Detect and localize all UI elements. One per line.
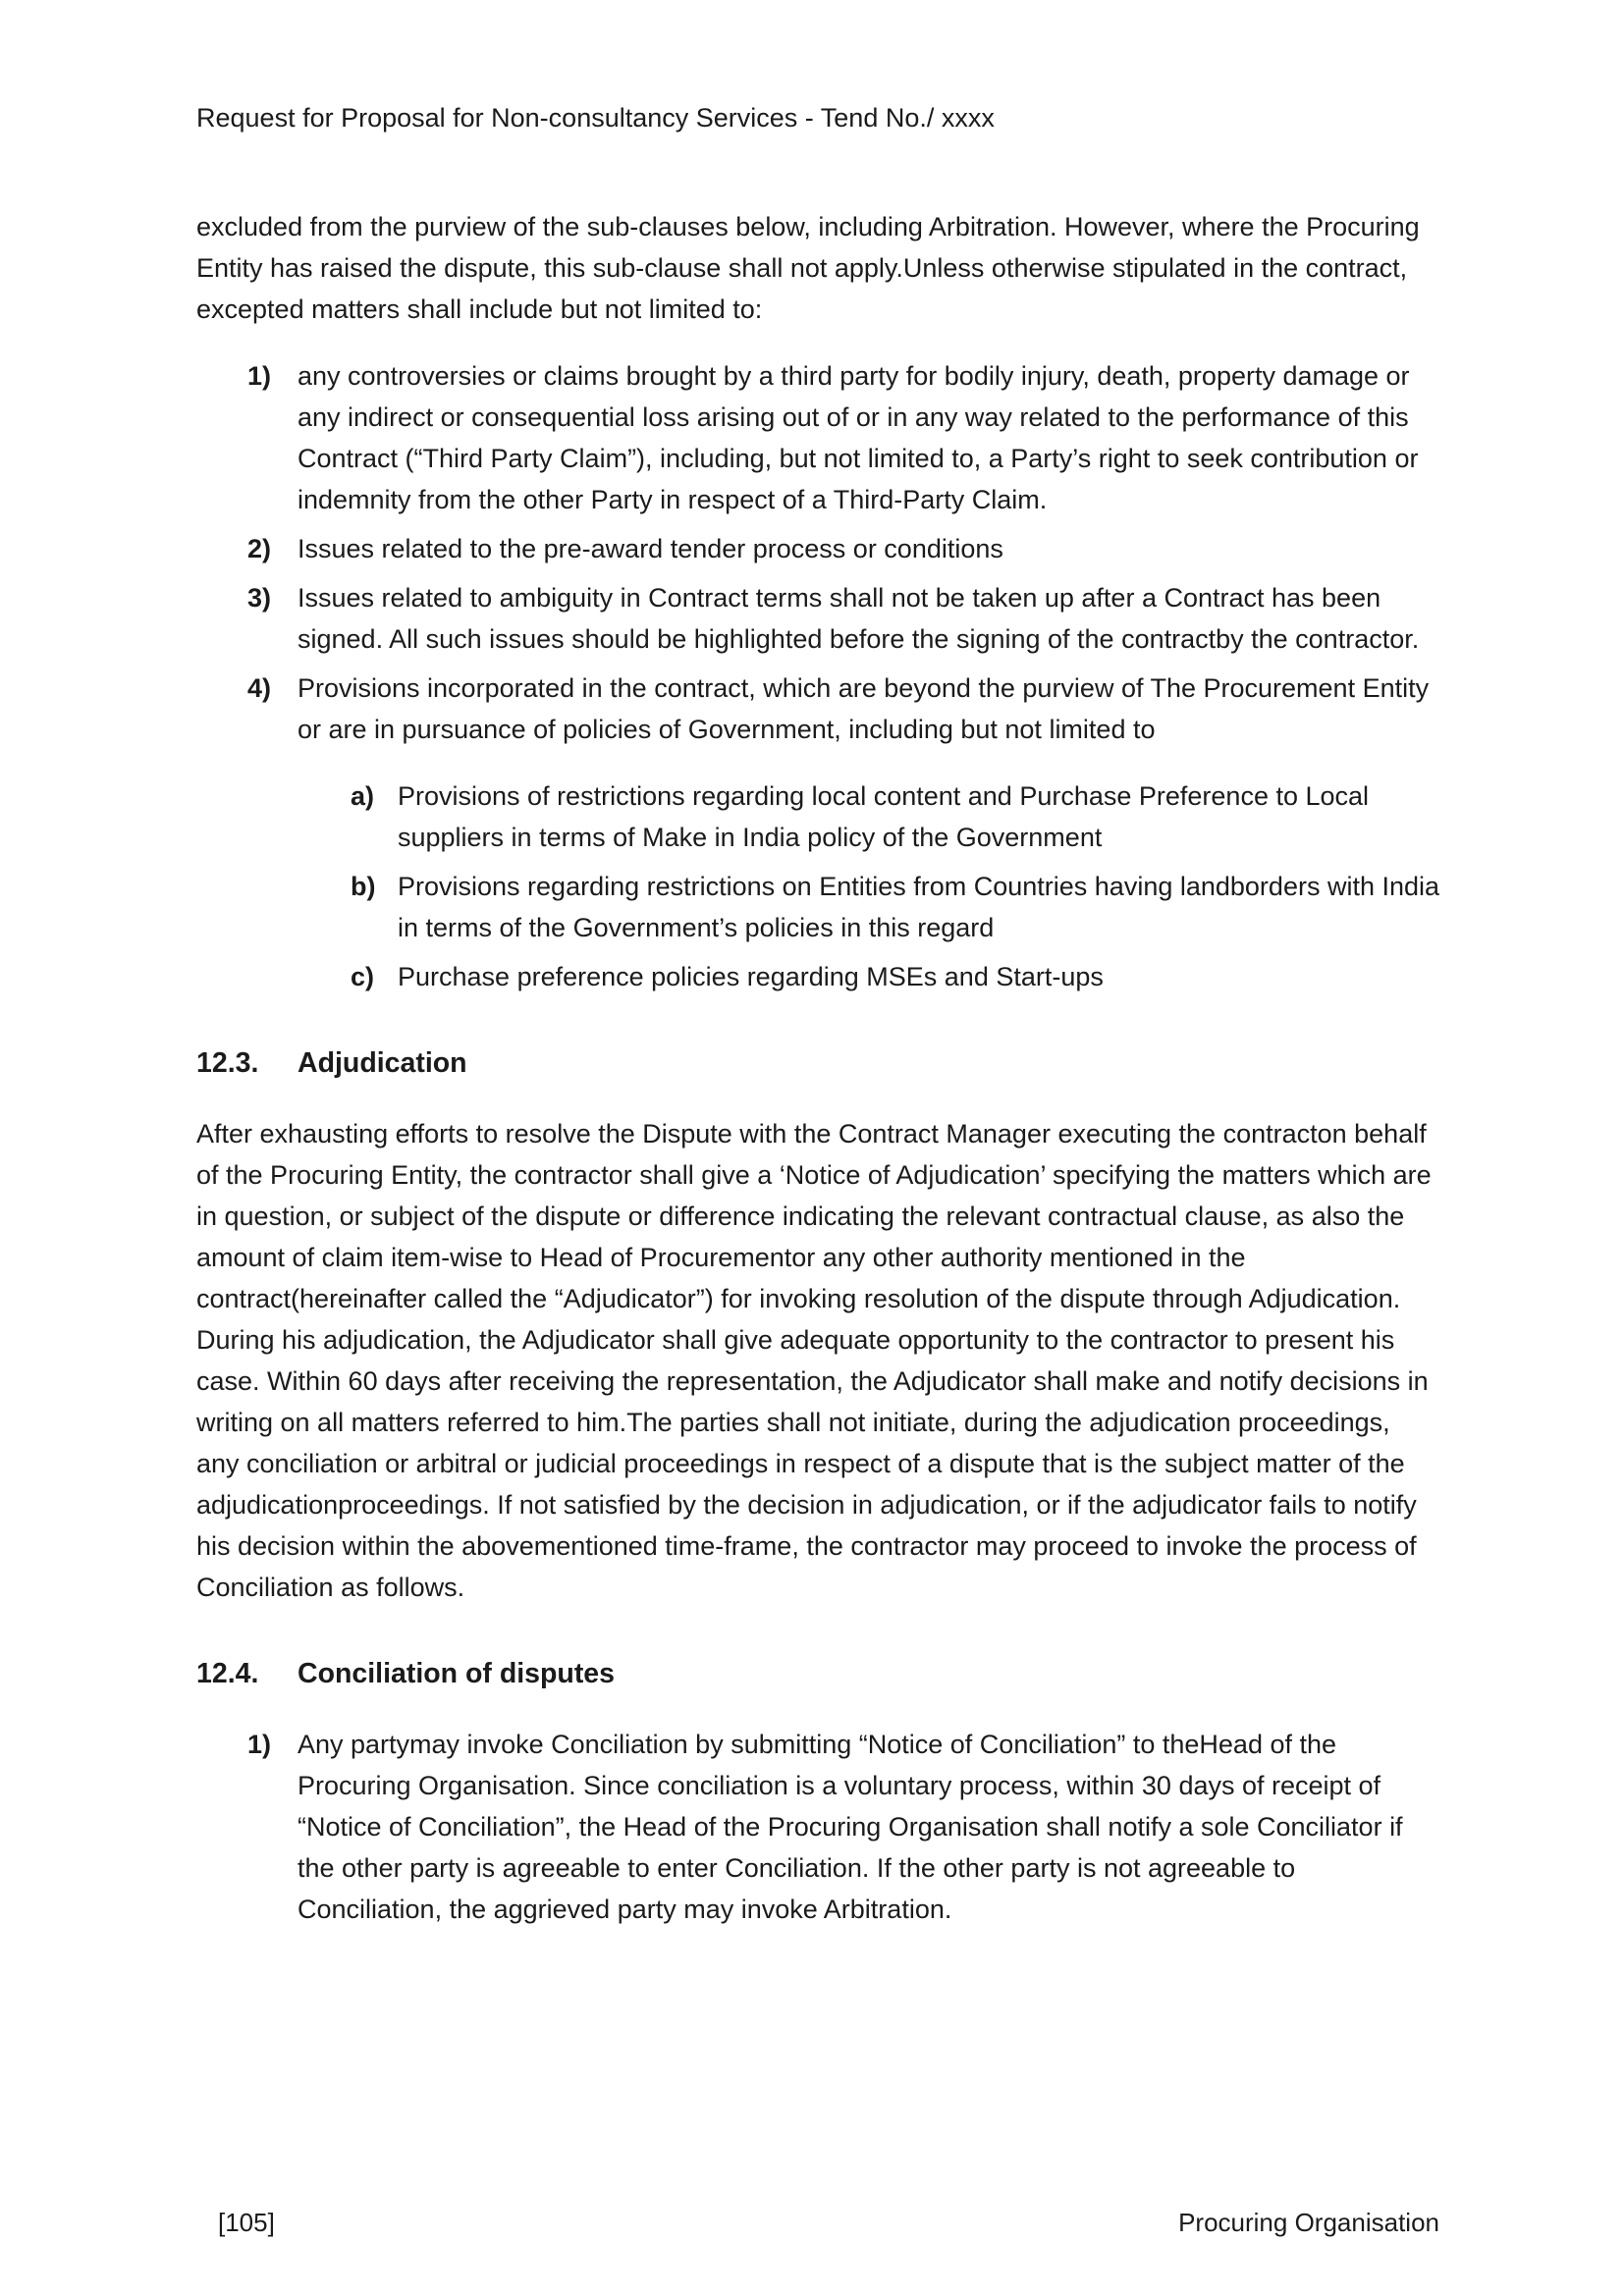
conciliation-list: [196, 1724, 1439, 1930]
sublist-item: [196, 866, 1439, 948]
section-number: 12.3.: [196, 1047, 259, 1079]
excepted-matters-list: [196, 355, 1439, 997]
section-heading-conciliation: [196, 1653, 1439, 1694]
list-text: any controversies or claims brought by a third party for bodily injury, death, property damage or any indirect or consequential loss arising out of or in any way related to the performance of this Contract (“Third Party Claim”), including, but not limited to, a Party’s right to seek contribution or indemnity from the other Party in respect of a Third-Party Claim.: [298, 361, 1419, 514]
list-item: [196, 667, 1439, 750]
list-text: Provisions incorporated in the contract, which are beyond the purview of The Procurement Entity or are in pursuance of policies of Government, including but not limited to: [298, 673, 1430, 744]
list-item: [196, 577, 1439, 660]
sublist-text: Provisions of restrictions regarding local content and Purchase Preference to Local suppliers in terms of Make in India policy of the Government: [398, 781, 1370, 852]
sublist-item: [196, 956, 1439, 997]
list-number: 4): [247, 673, 272, 703]
sublist-text: Provisions regarding restrictions on Entities from Countries having landborders with India in terms of the Government’s policies in this regard: [398, 872, 1440, 942]
sublist-letter: a): [351, 781, 375, 811]
sublist-letter: c): [351, 962, 375, 991]
sublist-text: Purchase preference policies regarding MSEs and Start-ups: [398, 962, 1104, 991]
document-body: [196, 206, 1439, 1930]
list-item: [196, 1724, 1439, 1930]
list-item: [196, 528, 1439, 569]
list-number: 2): [247, 534, 272, 563]
page-number: [105]: [218, 2208, 275, 2237]
sublist-item: [196, 775, 1439, 858]
list-item: [196, 355, 1439, 520]
section-heading-adjudication: [196, 1042, 1439, 1084]
list-number: 1): [247, 361, 272, 391]
list-text: Issues related to the pre-award tender process or conditions: [298, 534, 1003, 563]
section-title: Adjudication: [298, 1047, 467, 1079]
adjudication-paragraph: After exhausting efforts to resolve the Dispute with the Contract Manager executing the contracton behalf of the Procuring Entity, the contractor shall give a ‘Notice of Adjudication’ specifying the matters which are in question, or subject of the dispute or difference indicating the relevant contractual clause, as also the amount of claim item-wise to Head of Procurementor any other authority mentioned in the contract(hereinafter called the “Adjudicator”) for invoking resolution of the dispute through Adjudication. During his adjudication, the Adjudicator shall give adequate opportunity to the contractor to present his case. Within 60 days after receiving the representation, the Adjudicator shall make and notify decisions in writing on all matters referred to him.The parties shall not initiate, during the adjudication proceedings, any conciliation or arbitral or judicial proceedings in respect of a dispute that is the subject matter of the adjudicationproceedings. If not satisfied by the decision in adjudication, or if the adjudicator fails to notify his decision within the abovementioned time-frame, the contractor may proceed to invoke the process of Conciliation as follows.: [196, 1119, 1432, 1602]
sublist-letter: b): [351, 872, 376, 901]
provisions-sublist: [196, 775, 1439, 997]
page-footer: [196, 2206, 1439, 2239]
footer-organisation: Procuring Organisation: [1178, 2208, 1439, 2237]
page-header: [196, 100, 1439, 135]
list-number: 3): [247, 583, 272, 613]
list-text: Any partymay invoke Conciliation by submitting “Notice of Conciliation” to theHead of the Procuring Organisation. Since conciliation is a voluntary process, within 30 days of receipt of “Notice of Conciliation”, the Head of the Procuring Organisation shall notify a sole Conciliator if the other party is agreeable to enter Conciliation. If the other party is not agreeable to Conciliation, the aggrieved party may invoke Arbitration.: [298, 1730, 1403, 1924]
section-title: Conciliation of disputes: [298, 1658, 616, 1689]
list-number: 1): [247, 1730, 272, 1759]
header-title: Request for Proposal for Non-consultancy Services - Tend No./ xxxx: [196, 103, 995, 133]
intro-paragraph: excluded from the purview of the sub-clauses below, including Arbitration. However, where the Procuring Entity has raised the dispute, this sub-clause shall not apply.Unless otherwise stipulated in the contract, excepted matters shall include but not limited to:: [196, 212, 1420, 324]
section-number: 12.4.: [196, 1658, 259, 1689]
list-text: Issues related to ambiguity in Contract terms shall not be taken up after a Contract has been signed. All such issues should be highlighted before the signing of the contractby the contractor.: [298, 583, 1420, 654]
